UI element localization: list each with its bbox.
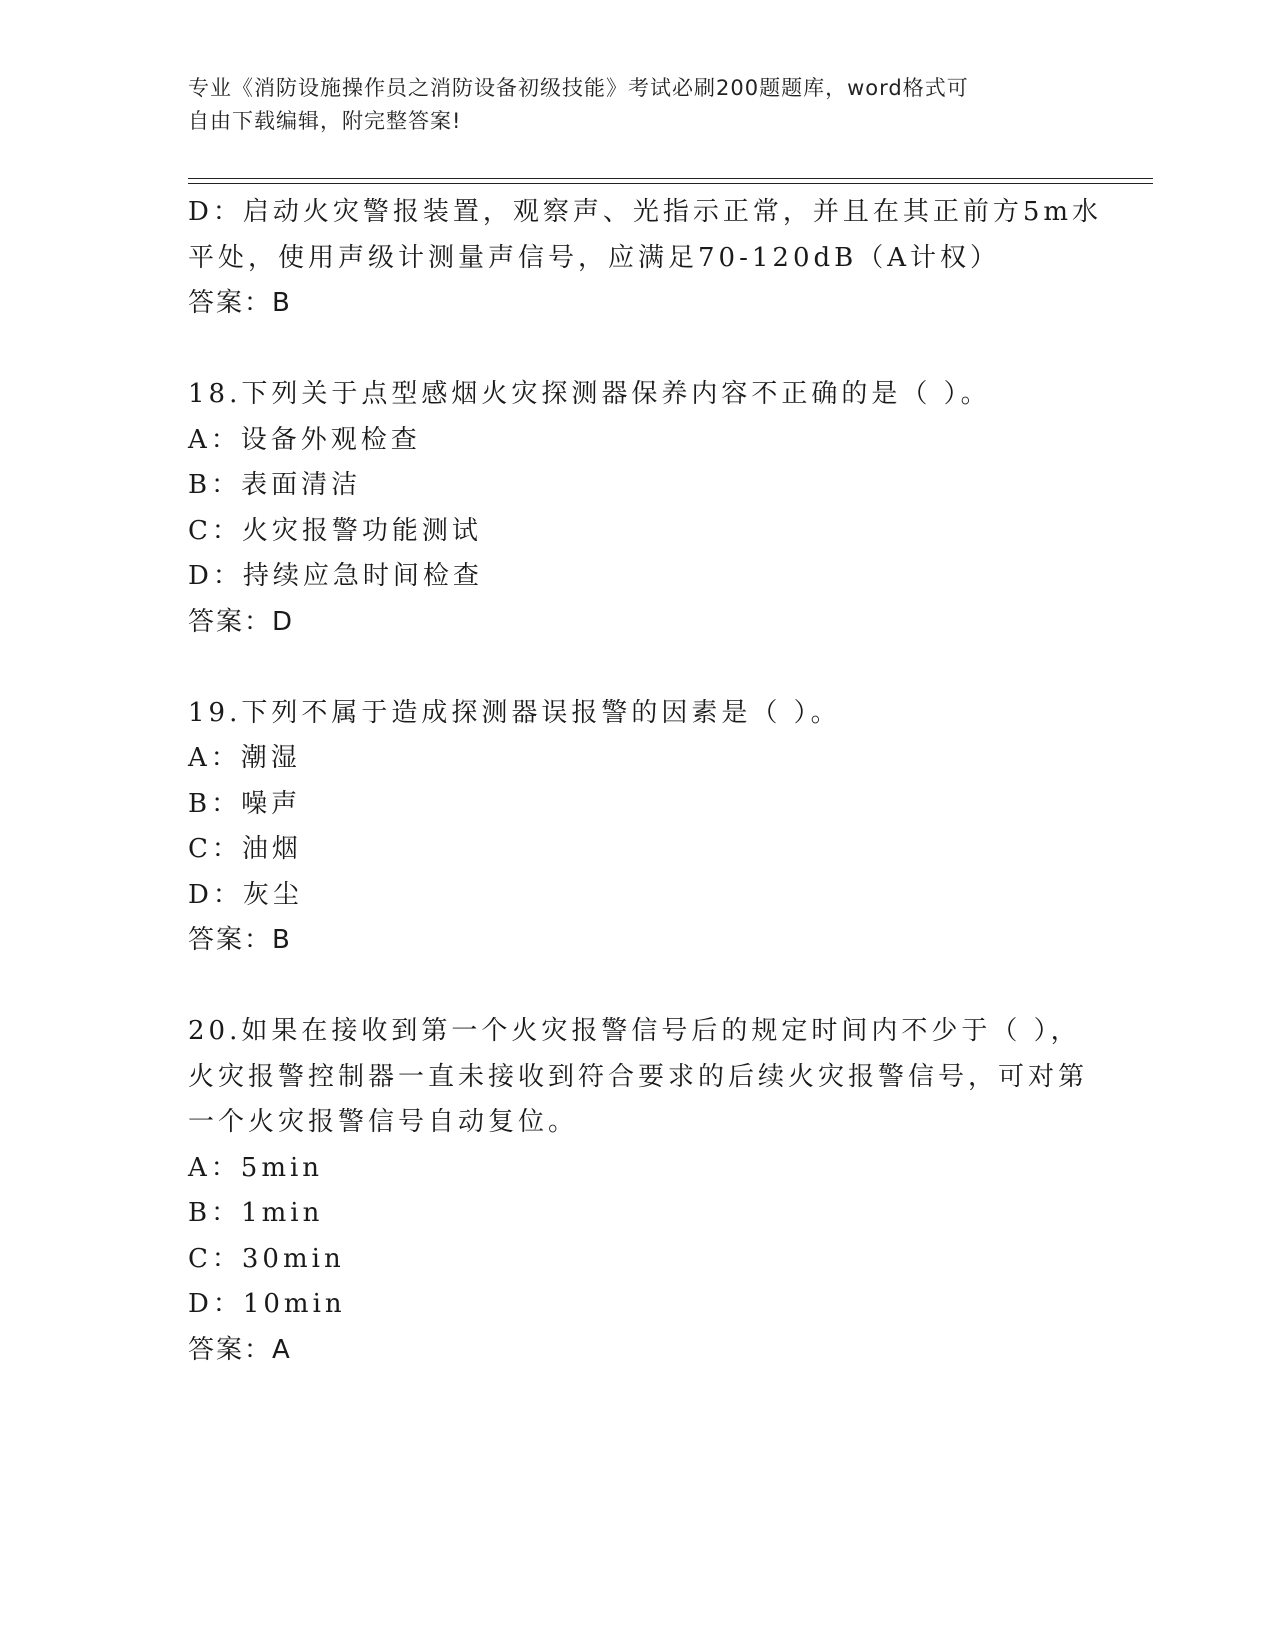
question-19 [188,691,1088,964]
option-a: A：5min [188,1152,324,1183]
question-stem: 18.下列关于点型感烟火灾探测器保养内容不正确的是（ ）。 [188,379,991,409]
document-body [188,190,1103,1373]
option-c: C：火灾报警功能测试 [188,515,482,546]
question-stem-line-2: 火灾报警控制器一直未接收到符合要求的后续火灾报警信号，可对第 [188,1061,1089,1092]
question-17-tail [188,190,1103,327]
question-20 [188,1009,1088,1373]
option-a: A：潮湿 [188,743,301,773]
header-line-1: 专业《消防设施操作员之消防设备初级技能》考试必刷200题题库，word格式可 [188,76,969,100]
option-d: D：10min [188,1289,346,1319]
header-divider-top [188,178,1153,179]
spacer [188,964,1088,1010]
option-a: A：设备外观检查 [188,424,421,455]
document-header [188,72,1078,138]
answer-text: 答案：B [188,925,292,955]
option-c: C：油烟 [188,834,302,864]
question-stem-line-3: 一个火灾报警信号自动复位。 [188,1107,579,1137]
option-b: B：噪声 [188,788,302,819]
answer-text: 答案：A [188,1334,292,1365]
question-18 [188,372,1088,645]
question-stem-line-1: 20.如果在接收到第一个火灾报警信号后的规定时间内不少于（ ）， [188,1016,1081,1046]
answer-text: 答案：B [188,288,292,318]
answer-text: 答案：D [188,606,295,637]
option-d-line-1: D：启动火灾警报装置，观察声、光指示正常，并且在其正前方5m水 [188,197,1103,227]
question-stem: 19.下列不属于造成探测器误报警的因素是（ ）。 [188,697,841,728]
header-divider-bottom [188,183,1153,184]
spacer [188,327,1088,373]
option-d-line-2: 平处，使用声级计测量声信号，应满足70-120dB（A计权） [188,242,1001,273]
option-d: D：灰尘 [188,879,303,910]
option-d: D：持续应急时间检查 [188,561,483,591]
header-line-2: 自由下载编辑，附完整答案! [188,109,462,133]
option-c: C：30min [188,1243,345,1274]
spacer [188,645,1088,691]
option-b: B：1min [188,1198,324,1228]
option-b: B：表面清洁 [188,470,362,500]
